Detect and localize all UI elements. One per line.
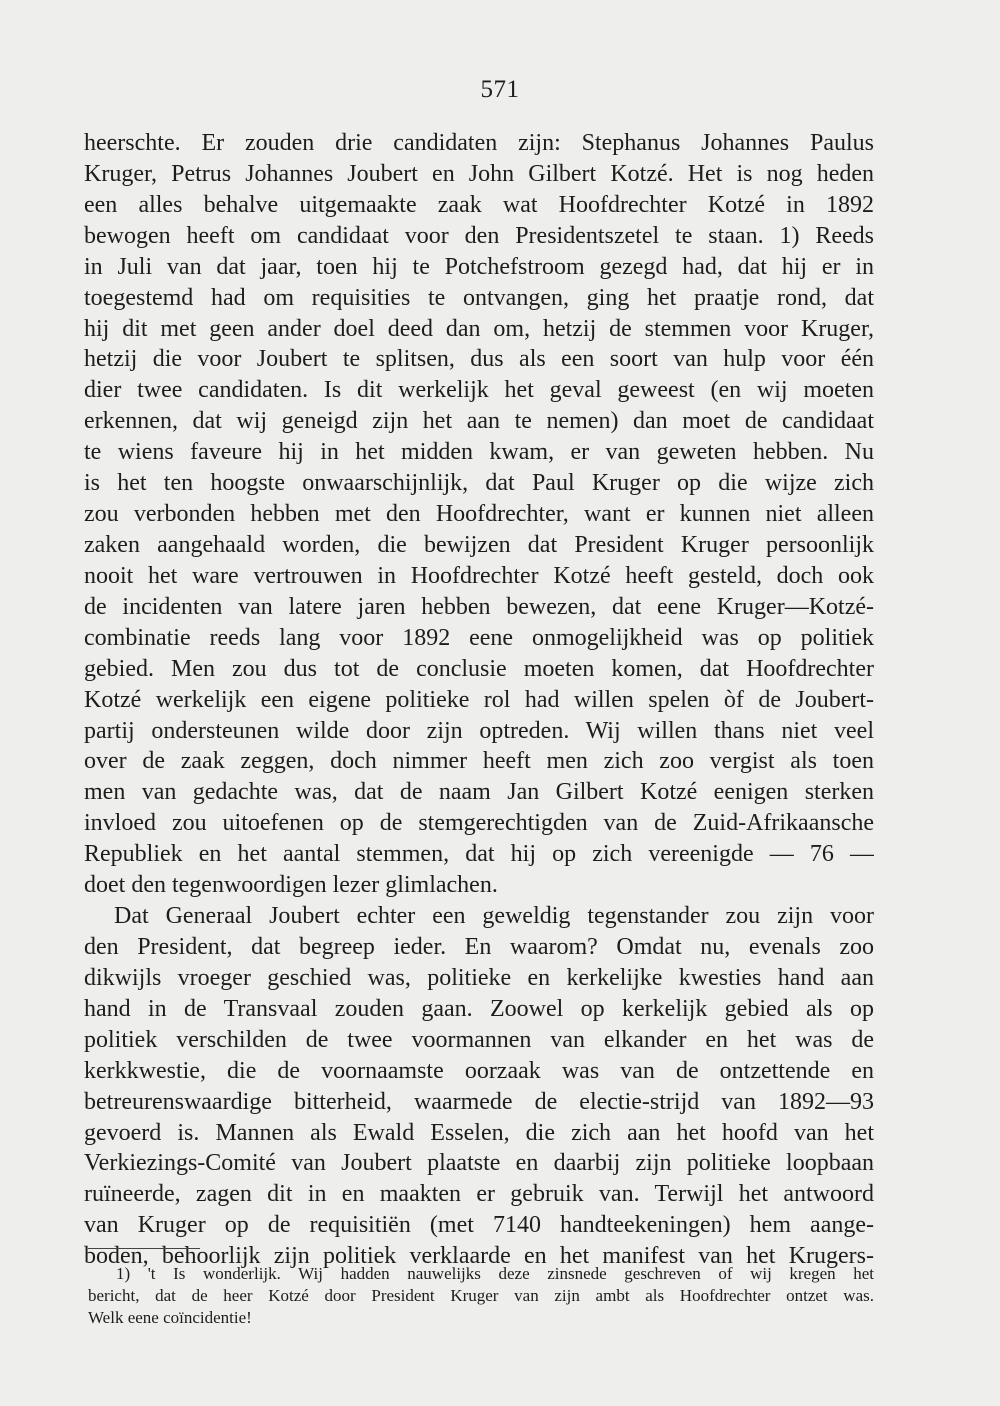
text-line: toegestemd had om requisities te ontvangen, ging het praatje rond, dat — [84, 284, 874, 311]
text-line: gebied. Men zou dus tot de conclusie moeten komen, dat Hoofdrechter — [84, 655, 874, 682]
text-line: ruïneerde, zagen dit in en maakten er gebruik van. Terwijl het antwoord — [84, 1181, 874, 1208]
footnote-line: 1) 't Is wonderlijk. Wij hadden nauwelijks deze zinsnede geschreven of wij kregen het — [116, 1264, 874, 1283]
text-line: partij ondersteunen wilde door zijn optreden. Wij willen thans niet veel — [84, 717, 874, 744]
text-line: van Kruger op de requisitiën (met 7140 handteekeningen) hem aange- — [84, 1212, 874, 1239]
text-line: kerkkwestie, die de voornaamste oorzaak was van de ontzettende en — [84, 1057, 874, 1084]
text-line: de incidenten van latere jaren hebben bewezen, dat eene Kruger—Kotzé- — [84, 593, 874, 620]
text-line: Republiek en het aantal stemmen, dat hij op zich vereenigde — 76 — — [84, 841, 874, 868]
text-line: bewogen heeft om candidaat voor den Presidentszetel te staan. 1) Reeds — [84, 222, 874, 249]
page-number: 571 — [480, 76, 520, 103]
text-line: zaken aangehaald worden, die bewijzen dat President Kruger persoonlijk — [84, 531, 874, 558]
text-line: is het ten hoogste onwaarschijnlijk, dat Paul Kruger op die wijze zich — [84, 470, 874, 497]
text-line: Kotzé werkelijk een eigene politieke rol had willen spelen òf de Joubert- — [84, 686, 874, 713]
text-line: men van gedachte was, dat de naam Jan Gilbert Kotzé eenigen sterken — [84, 779, 874, 806]
body-text — [84, 128, 874, 1272]
text-line: te wiens faveure hij in het midden kwam, er van geweten hebben. Nu — [84, 439, 874, 466]
text-line: nooit het ware vertrouwen in Hoofdrechter Kotzé heeft gesteld, doch ook — [84, 562, 874, 589]
text-line: dikwijls vroeger geschied was, politieke en kerkelijke kwesties hand aan — [84, 964, 874, 991]
footnote-divider — [88, 1248, 200, 1249]
text-line: politiek verschilden de twee voormannen van elkander en het was de — [84, 1026, 874, 1053]
text-line: Verkiezings-Comité van Joubert plaatste en daarbij zijn politieke loopbaan — [84, 1150, 874, 1177]
text-line: betreurenswaardige bitterheid, waarmede de electie-strijd van 1892—93 — [84, 1088, 874, 1115]
footnote-line: Welk eene coïncidentie! — [88, 1308, 252, 1327]
text-line: hij dit met geen ander doel deed dan om, hetzij de stemmen voor Kruger, — [84, 315, 874, 342]
text-line: Kruger, Petrus Johannes Joubert en John Gilbert Kotzé. Het is nog heden — [84, 160, 874, 187]
text-line: invloed zou uitoefenen op de stemgerechtigden van de Zuid-Afrikaansche — [84, 810, 874, 837]
text-line: Dat Generaal Joubert echter een geweldig tegenstander zou zijn voor — [114, 903, 874, 930]
text-line: doet den tegenwoordigen lezer glimlachen. — [84, 872, 498, 899]
text-line: gevoerd is. Mannen als Ewald Esselen, die zich aan het hoofd van het — [84, 1119, 874, 1146]
text-line: boden, behoorlijk zijn politiek verklaarde en het manifest van het Krugers- — [84, 1243, 874, 1270]
text-line: erkennen, dat wij geneigd zijn het aan te nemen) dan moet de candidaat — [84, 408, 874, 435]
text-line: in Juli van dat jaar, toen hij te Potchefstroom gezegd had, dat hij er in — [84, 253, 874, 280]
text-line: heerschte. Er zouden drie candidaten zijn: Stephanus Johannes Paulus — [84, 130, 874, 156]
text-line: een alles behalve uitgemaakte zaak wat Hoofdrechter Kotzé in 1892 — [84, 191, 874, 218]
text-line: den President, dat begreep ieder. En waarom? Omdat nu, evenals zoo — [84, 933, 874, 960]
footnotes — [88, 1263, 874, 1329]
footnote-line: bericht, dat de heer Kotzé door President Kruger van zijn ambt als Hoofdrechter ontzet was. — [88, 1286, 874, 1305]
text-line: zou verbonden hebben met den Hoofdrechter, want er kunnen niet alleen — [84, 501, 874, 528]
text-line: hand in de Transvaal zouden gaan. Zoowel op kerkelijk gebied als op — [84, 995, 874, 1022]
text-line: combinatie reeds lang voor 1892 eene onmogelijkheid was op politiek — [84, 624, 874, 651]
text-line: over de zaak zeggen, doch nimmer heeft men zich zoo vergist als toen — [84, 748, 874, 775]
text-line: dier twee candidaten. Is dit werkelijk het geval geweest (en wij moeten — [84, 377, 874, 404]
text-line: hetzij die voor Joubert te splitsen, dus als een soort van hulp voor één — [84, 346, 874, 373]
